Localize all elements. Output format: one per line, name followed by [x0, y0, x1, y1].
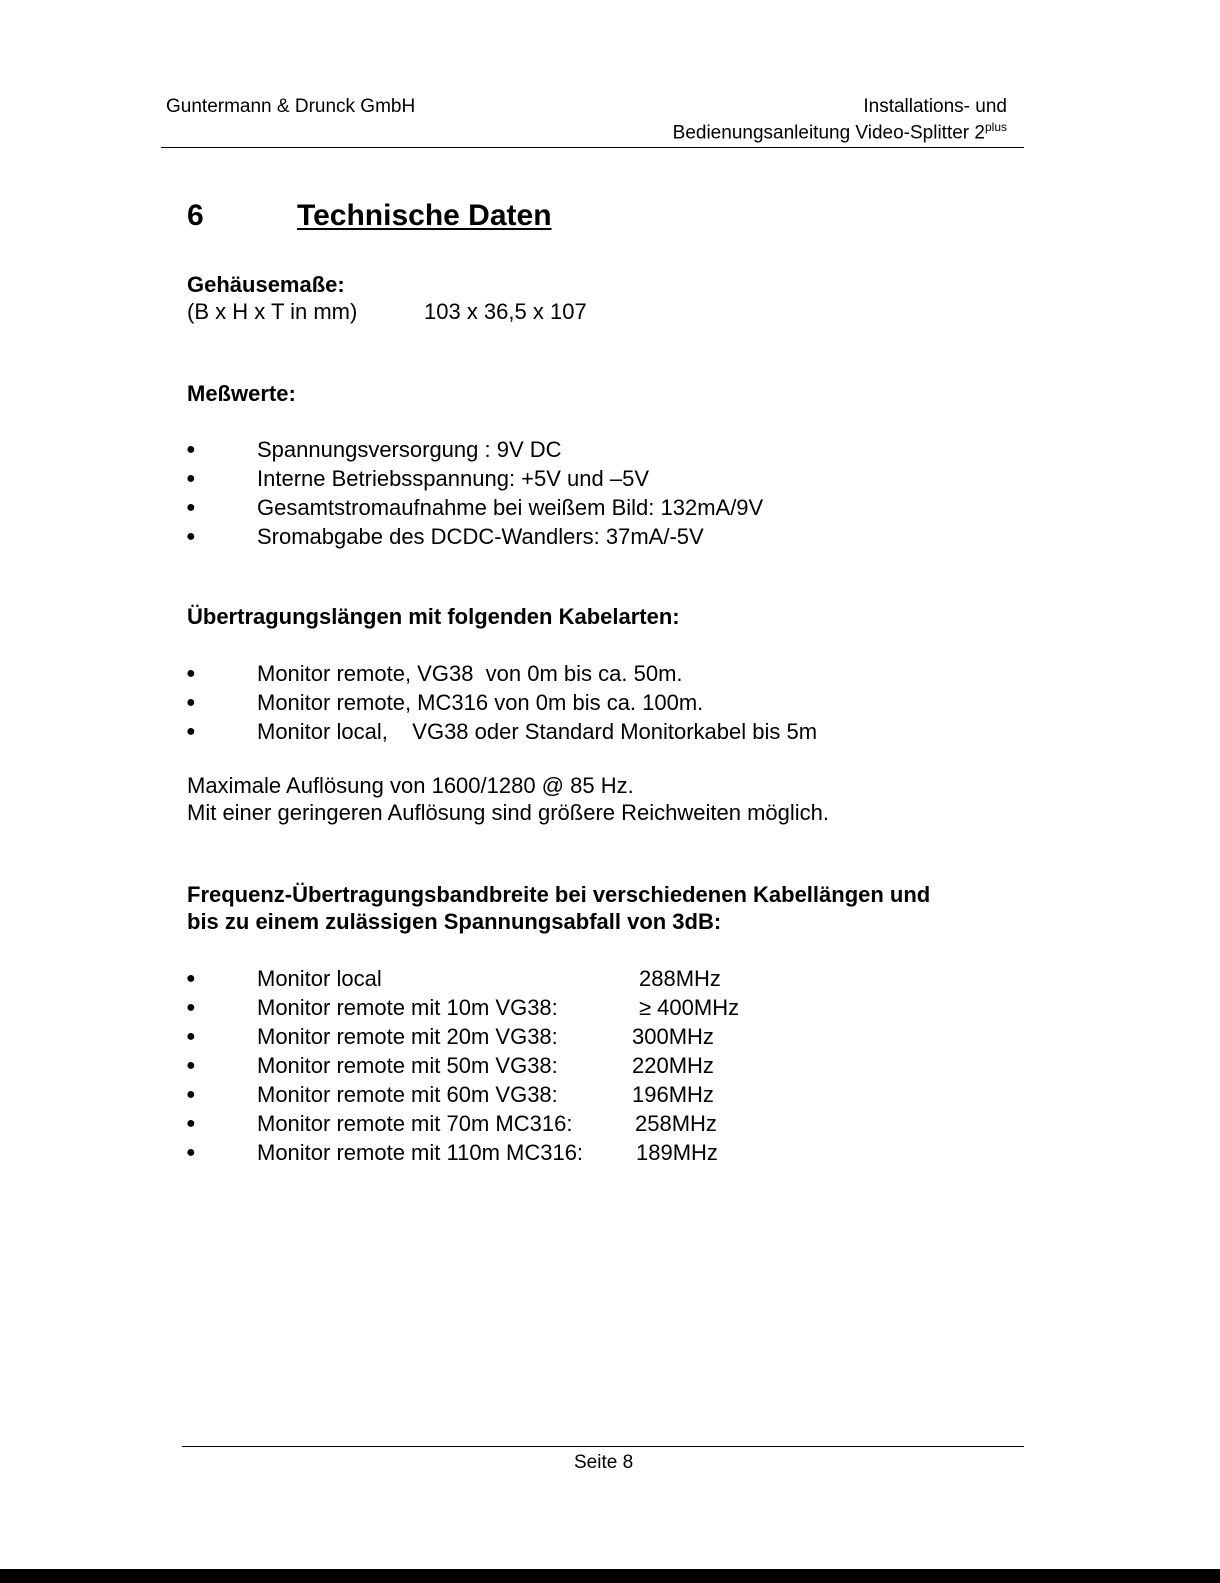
list-item-value: 288MHz	[639, 966, 721, 991]
header-rule	[161, 147, 1024, 148]
bullet-icon: ●	[186, 441, 196, 458]
bullet-icon: ●	[186, 694, 196, 711]
list-item-text: Gesamtstromaufnahme bei weißem Bild: 132mA/9V	[257, 495, 764, 520]
list-item	[186, 435, 986, 464]
bullet-icon: ●	[186, 723, 196, 740]
dimensions-heading: Gehäusemaße:	[187, 272, 345, 297]
list-item	[186, 1022, 986, 1051]
list-item-value: 300MHz	[632, 1024, 714, 1049]
header-doc-line1: Installations- und	[863, 96, 1007, 117]
list-item-text: Monitor remote, MC316 von 0m bis ca. 100m.	[257, 690, 704, 715]
list-item	[186, 1051, 986, 1080]
cable-lengths-heading: Übertragungslängen mit folgenden Kabelarten:	[187, 604, 680, 629]
resolution-line1: Maximale Auflösung von 1600/1280 @ 85 Hz.	[187, 773, 634, 798]
measurements-list	[186, 435, 986, 551]
cable-lengths-list	[186, 659, 986, 746]
list-item-label: Monitor local	[257, 966, 382, 991]
measurements-heading: Meßwerte:	[187, 381, 296, 406]
bullet-icon: ●	[186, 470, 196, 487]
list-item	[186, 993, 986, 1022]
list-item	[186, 493, 986, 522]
list-item-label: Monitor remote mit 70m MC316:	[257, 1111, 573, 1136]
list-item-label: Monitor remote mit 110m MC316:	[257, 1140, 584, 1165]
header-doc-sup: plus	[984, 120, 1007, 134]
page-number: Seite 8	[574, 1452, 634, 1473]
list-item	[186, 1080, 986, 1109]
list-item	[186, 688, 986, 717]
bullet-icon: ●	[186, 665, 196, 682]
list-item	[186, 1109, 986, 1138]
footer-rule	[182, 1446, 1024, 1447]
section-number: 6	[187, 199, 204, 232]
section-title	[297, 199, 552, 233]
list-item-value: ≥ 400MHz	[639, 995, 740, 1020]
list-item	[186, 659, 986, 688]
list-item-value: 196MHz	[632, 1082, 714, 1107]
scan-edge-bar	[0, 1569, 1220, 1583]
bandwidth-list	[186, 964, 986, 1167]
list-item-text: Sromabgabe des DCDC-Wandlers: 37mA/-5V	[257, 524, 704, 549]
bullet-icon: ●	[186, 970, 196, 987]
list-item-text: Monitor local, VG38 oder Standard Monitorkabel bis 5m	[257, 719, 818, 744]
section-title-text: Technische Daten	[297, 199, 552, 232]
bullet-icon: ●	[186, 1144, 196, 1161]
bullet-icon: ●	[186, 499, 196, 516]
list-item-label: Monitor remote mit 10m VG38:	[257, 995, 558, 1020]
list-item-value: 220MHz	[632, 1053, 714, 1078]
list-item	[186, 464, 986, 493]
bullet-icon: ●	[186, 1115, 196, 1132]
bullet-icon: ●	[186, 1028, 196, 1045]
list-item	[186, 964, 986, 993]
header-doc-title: Bedienungsanleitung Video-Splitter 2	[672, 122, 985, 144]
dimensions-label: (B x H x T in mm)	[187, 299, 358, 324]
list-item-label: Monitor remote mit 60m VG38:	[257, 1082, 558, 1107]
bandwidth-heading-line1: Frequenz-Übertragungsbandbreite bei verschiedenen Kabellängen und	[187, 882, 931, 907]
bullet-icon: ●	[186, 1086, 196, 1103]
dimensions-value: 103 x 36,5 x 107	[424, 299, 587, 324]
list-item-label: Monitor remote mit 50m VG38:	[257, 1053, 558, 1078]
header-doc-line2	[673, 120, 1007, 144]
bullet-icon: ●	[186, 999, 196, 1016]
list-item-text: Spannungsversorgung : 9V DC	[257, 437, 562, 462]
bullet-icon: ●	[186, 528, 196, 545]
list-item-label: Monitor remote mit 20m VG38:	[257, 1024, 558, 1049]
header-company: Guntermann & Drunck GmbH	[166, 96, 416, 117]
list-item-text: Interne Betriebsspannung: +5V und –5V	[257, 466, 650, 491]
resolution-line2: Mit einer geringeren Auflösung sind größere Reichweiten möglich.	[187, 800, 830, 825]
list-item-text: Monitor remote, VG38 von 0m bis ca. 50m.	[257, 661, 683, 686]
list-item-value: 189MHz	[636, 1140, 718, 1165]
list-item	[186, 717, 986, 746]
list-item	[186, 522, 986, 551]
list-item-value: 258MHz	[635, 1111, 717, 1136]
bandwidth-heading-line2: bis zu einem zulässigen Spannungsabfall von 3dB:	[187, 909, 722, 934]
list-item	[186, 1138, 986, 1167]
bullet-icon: ●	[186, 1057, 196, 1074]
